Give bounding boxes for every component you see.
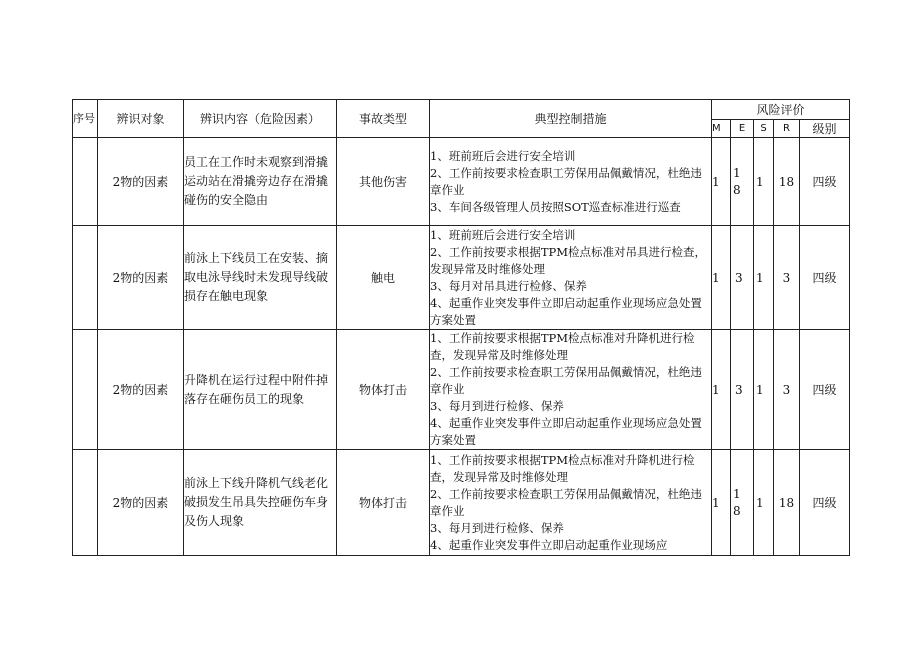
measure-line: 2、工作前按要求检查职工劳保用品佩戴情况，杜绝违章作业 [430, 486, 702, 518]
object-cell: 2物的因素 [98, 226, 184, 330]
header-s: S [754, 120, 774, 138]
measures-cell [430, 226, 712, 330]
measures-cell [430, 138, 712, 226]
header-e: E [731, 120, 754, 138]
content-cell: 前泳上下线员工在安装、摘取电泳导线时未发现导线破损存在触电现象 [184, 226, 337, 330]
measure-line: 1、工作前按要求根据TPM检点标准对升降机进行检查，发现异常及时维修处理 [430, 452, 695, 484]
header-content: 辨识内容（危险因素） [184, 100, 337, 138]
level-value: 四级 [800, 450, 850, 556]
table-row [73, 330, 850, 450]
measure-line: 3、每月到进行检修、保养 [430, 399, 564, 413]
e-value-digit: 8 [733, 503, 741, 518]
seq-cell [73, 226, 98, 330]
e-value [731, 138, 754, 226]
r-value: 18 [774, 450, 800, 556]
measure-line: 3、每月对吊具进行检修、保养 [430, 279, 587, 293]
s-value: 1 [754, 450, 774, 556]
accident-cell: 其他伤害 [337, 138, 430, 226]
content-cell: 前泳上下线升降机气线老化破损发生吊具失控砸伤车身及伤人现象 [184, 450, 337, 556]
seq-cell [73, 138, 98, 226]
m-value: 1 [712, 138, 731, 226]
measure-line: 4、起重作业突发事件立即启动起重作业现场应急处置方案处置 [430, 296, 702, 327]
table-row [73, 450, 850, 556]
measure-line: 4、起重作业突发事件立即启动起重作业现场应急处置方案处置 [430, 416, 702, 447]
m-value: 1 [712, 450, 731, 556]
measure-line: 1、工作前按要求根据TPM检点标准对升降机进行检查，发现异常及时维修处理 [430, 331, 695, 362]
e-value-digit: 1 [733, 486, 741, 501]
s-value: 1 [754, 330, 774, 450]
header-control-measures: 典型控制措施 [430, 100, 712, 138]
seq-cell [73, 330, 98, 450]
measure-line: 1、班前班后会进行安全培训 [430, 149, 576, 163]
r-value: 3 [774, 226, 800, 330]
r-value: 3 [774, 330, 800, 450]
header-risk-evaluation: 风险评价 [712, 100, 850, 120]
table-row [73, 138, 850, 226]
e-value: 3 [731, 330, 754, 450]
content-cell: 升降机在运行过程中附件掉落存在砸伤员工的现象 [184, 330, 337, 450]
object-cell: 2物的因素 [98, 138, 184, 226]
risk-assessment-table [72, 99, 850, 556]
seq-cell [73, 450, 98, 556]
header-object: 辨识对象 [98, 100, 184, 138]
header-level: 级别 [800, 120, 850, 138]
header-accident-type: 事故类型 [337, 100, 430, 138]
accident-cell: 物体打击 [337, 450, 430, 556]
level-value: 四级 [800, 138, 850, 226]
measures-cell [430, 450, 712, 556]
r-value: 18 [774, 138, 800, 226]
m-value: 1 [712, 330, 731, 450]
measure-line: 2、工作前按要求根据TPM检点标准对吊具进行检查，发现异常及时维修处理 [430, 245, 706, 276]
table-row [73, 226, 850, 330]
header-r: R [774, 120, 800, 138]
object-cell: 2物的因素 [98, 450, 184, 556]
accident-cell: 物体打击 [337, 330, 430, 450]
e-value: 3 [731, 226, 754, 330]
header-seq: 序号 [73, 100, 98, 138]
measure-line: 2、工作前按要求检查职工劳保用品佩戴情况，杜绝违章作业 [430, 365, 702, 396]
measures-cell [430, 330, 712, 450]
e-value-digit: 1 [733, 165, 741, 180]
measure-line: 3、车间各级管理人员按照SOT巡查标准进行巡查 [430, 200, 681, 214]
m-value: 1 [712, 226, 731, 330]
measure-line: 1、班前班后会进行安全培训 [430, 228, 576, 242]
s-value: 1 [754, 138, 774, 226]
object-cell: 2物的因素 [98, 330, 184, 450]
measure-line: 2、工作前按要求检查职工劳保用品佩戴情况，杜绝违章作业 [430, 166, 702, 197]
accident-cell: 触电 [337, 226, 430, 330]
e-value [731, 450, 754, 556]
level-value: 四级 [800, 330, 850, 450]
measure-line: 3、每月到进行检修、保养 [430, 520, 564, 535]
level-value: 四级 [800, 226, 850, 330]
s-value: 1 [754, 226, 774, 330]
content-cell: 员工在工作时未观察到滑撬运动站在滑撬旁边存在滑撬碰伤的安全隐由 [184, 138, 337, 226]
measure-line: 4、起重作业突发事件立即启动起重作业现场应 [430, 537, 668, 552]
e-value-digit: 8 [733, 182, 741, 197]
header-m: M [712, 120, 731, 138]
